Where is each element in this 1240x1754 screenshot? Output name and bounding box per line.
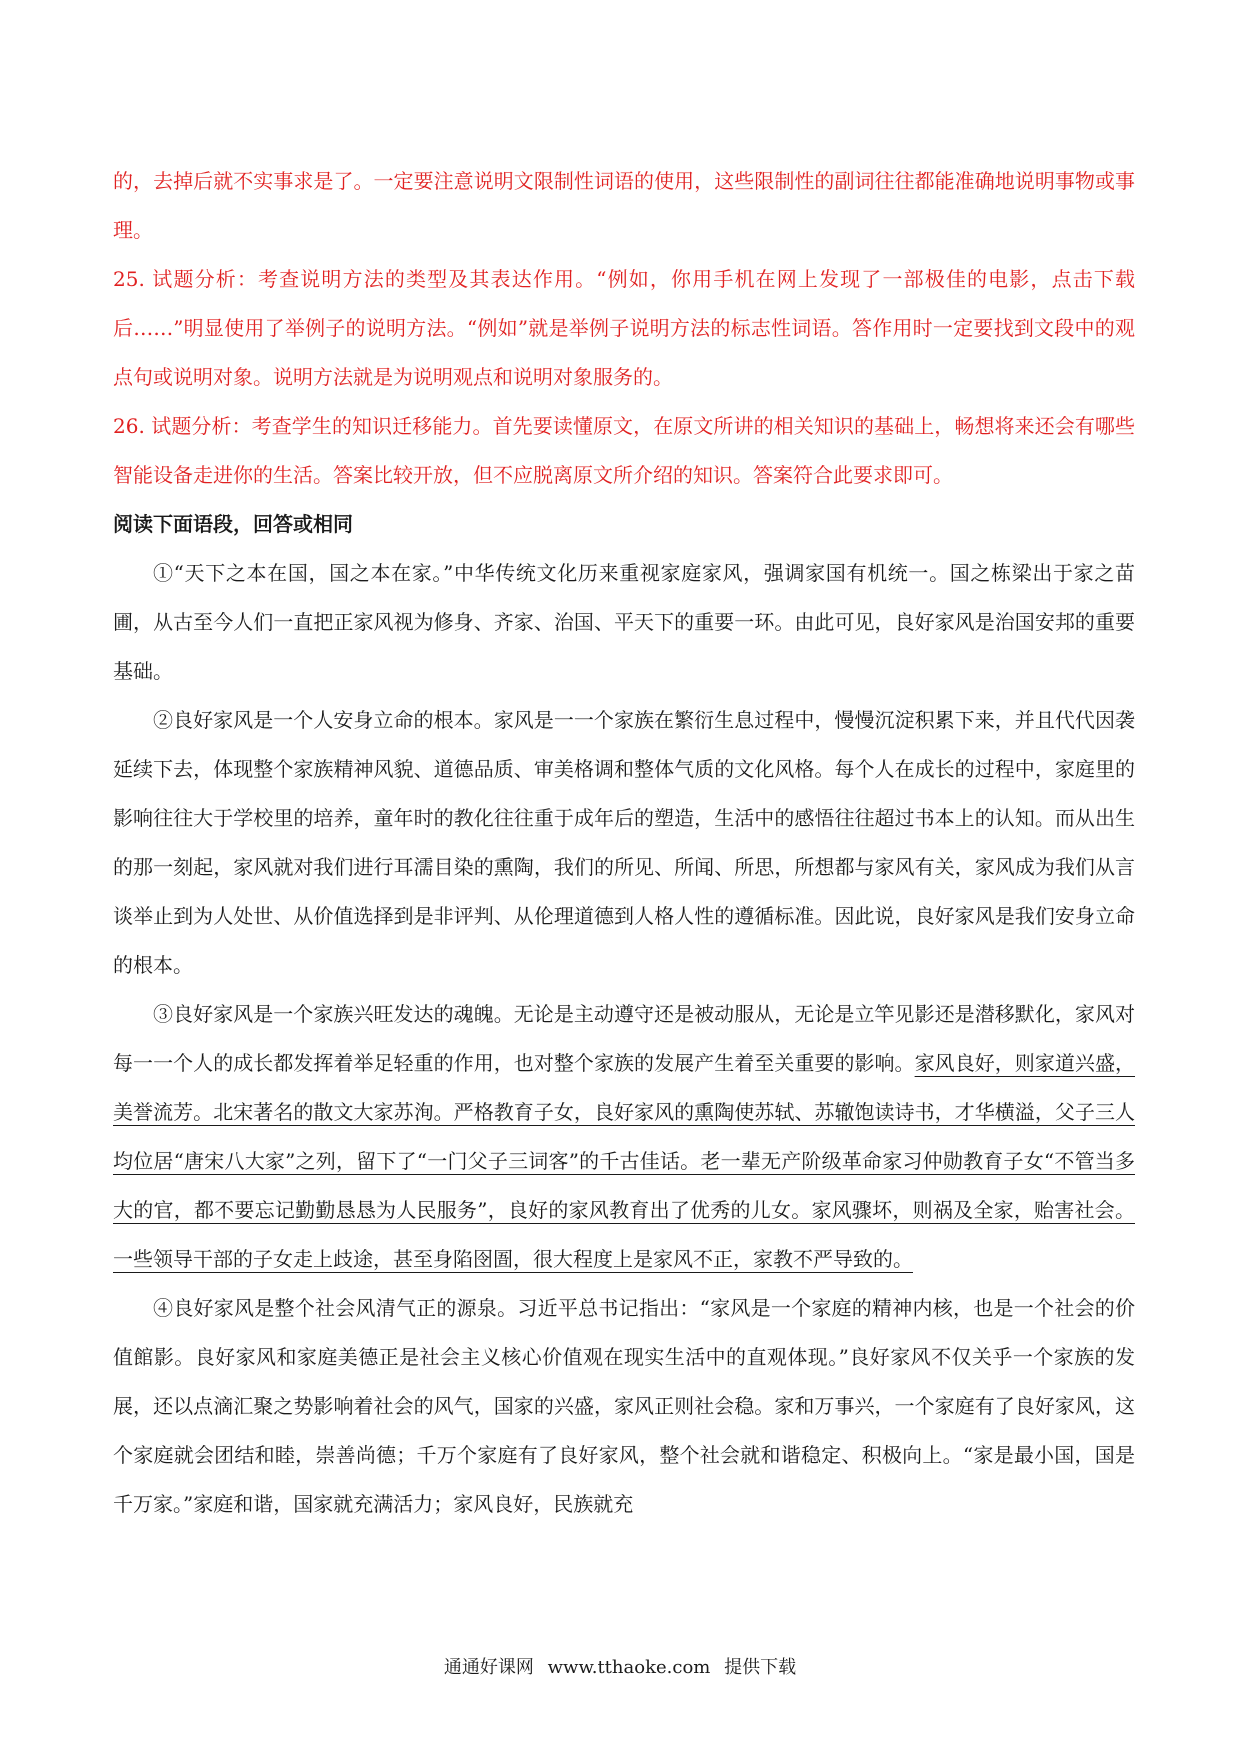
paragraph-2: ②良好家风是一个人安身立命的根本。家风是一一个家族在繁衍生息过程中，慢慢沉淀积累下来，并且代代因袭延续下去，体现整个家族精神风貌、道德品质、审美格调和整体气质的文化风格。每个人在成长的过程中，家庭里的影响往往大于学校里的培养，童年时的教化往往重于成年后的塑造，生活中的感悟往往超过书本上的认知。而从出生的那一刻起，家风就对我们进行耳濡目染的熏陶，我们的所见、所闻、所思，所想都与家风有关，家风成为我们从言谈举止到为人处世、从价值选择到是非评判、从伦理道德到人格人性的遵循标准。因此说，良好家风是我们安身立命的根本。 bbox=[113, 708, 1135, 977]
page-content bbox=[113, 157, 1135, 1529]
footer-site-name: 通通好课网 bbox=[443, 1657, 534, 1678]
paragraph-3-underlined-text: 家风良好，则家道兴盛，美誉流芳。北宋著名的散文大家苏洵。严格教育子女，良好家风的熏陶使苏轼、苏辙饱读诗书，才华横溢，父子三人均位居“唐宋八大家”之列，留下了“一门父子三词客”的千古佳话。老一辈无产阶级革命家习仲勋教育子女“不管当多大的官，都不要忘记勤勤恳恳为人民服务”，良好的家风教育出了优秀的儿女。家风骤坏，则祸及全家，贻害社会。一些领导干部的子女走上歧途，甚至身陷囹圄，很大程度上是家风不正，家教不严导致的。 bbox=[113, 1051, 1136, 1271]
page-footer bbox=[0, 1653, 1240, 1679]
footer-note: 提供下载 bbox=[724, 1657, 797, 1678]
paragraph-3 bbox=[113, 990, 1135, 1284]
reading-heading: 阅读下面语段，回答或相同 bbox=[113, 512, 353, 536]
footer-url[interactable]: www.tthaoke.com bbox=[547, 1657, 711, 1678]
paragraph-1: ①“天下之本在国，国之本在家。”中华传统文化历来重视家庭家风，强调家国有机统一。国之栋梁出于家之苗圃，从古至今人们一直把正家风视为修身、齐家、治国、平天下的重要一环。由此可见，良好家风是治国安邦的重要基础。 bbox=[113, 561, 1135, 683]
answer-25: 25. 试题分析：考查说明方法的类型及其表达作用。“例如，你用手机在网上发现了一部极佳的电影，点击下载后……”明显使用了举例子的说明方法。“例如”就是举例子说明方法的标志性词语。答作用时一定要找到文段中的观点句或说明对象。说明方法就是为说明观点和说明对象服务的。 bbox=[113, 267, 1135, 389]
answer-26: 26. 试题分析：考查学生的知识迁移能力。首先要读懂原文，在原文所讲的相关知识的基础上，畅想将来还会有哪些智能设备走进你的生活。答案比较开放，但不应脱离原文所介绍的知识。答案符合此要求即可。 bbox=[113, 414, 1135, 487]
paragraph-3-text: ③良好家风是一个家族兴旺发达的魂魄。无论是主动遵守还是被动服从，无论是立竿见影还是潜移默化，家风对每一一个人的成长都发挥着举足轻重的作用，也对整个家族的发展产生着至关重要的影响。 bbox=[113, 1002, 1135, 1075]
answer-continuation: 的，去掉后就不实事求是了。一定要注意说明文限制性词语的使用，这些限制性的副词往往都能准确地说明事物或事理。 bbox=[113, 169, 1135, 242]
paragraph-4: ④良好家风是整个社会风清气正的源泉。习近平总书记指出：“家风是一个家庭的精神内核，也是一个社会的价值館影。良好家风和家庭美德正是社会主义核心价值观在现实生活中的直观体现。”良好家风不仅关乎一个家族的发展，还以点滴汇聚之势影响着社会的风气，国家的兴盛，家风正则社会稳。家和万事兴，一个家庭有了良好家风，这个家庭就会团结和睦，崇善尚德；千万个家庭有了良好家风，整个社会就和谐稳定、积极向上。“家是最小国，国是千万家。”家庭和谐，国家就充满活力；家风良好，民族就充 bbox=[113, 1296, 1135, 1516]
